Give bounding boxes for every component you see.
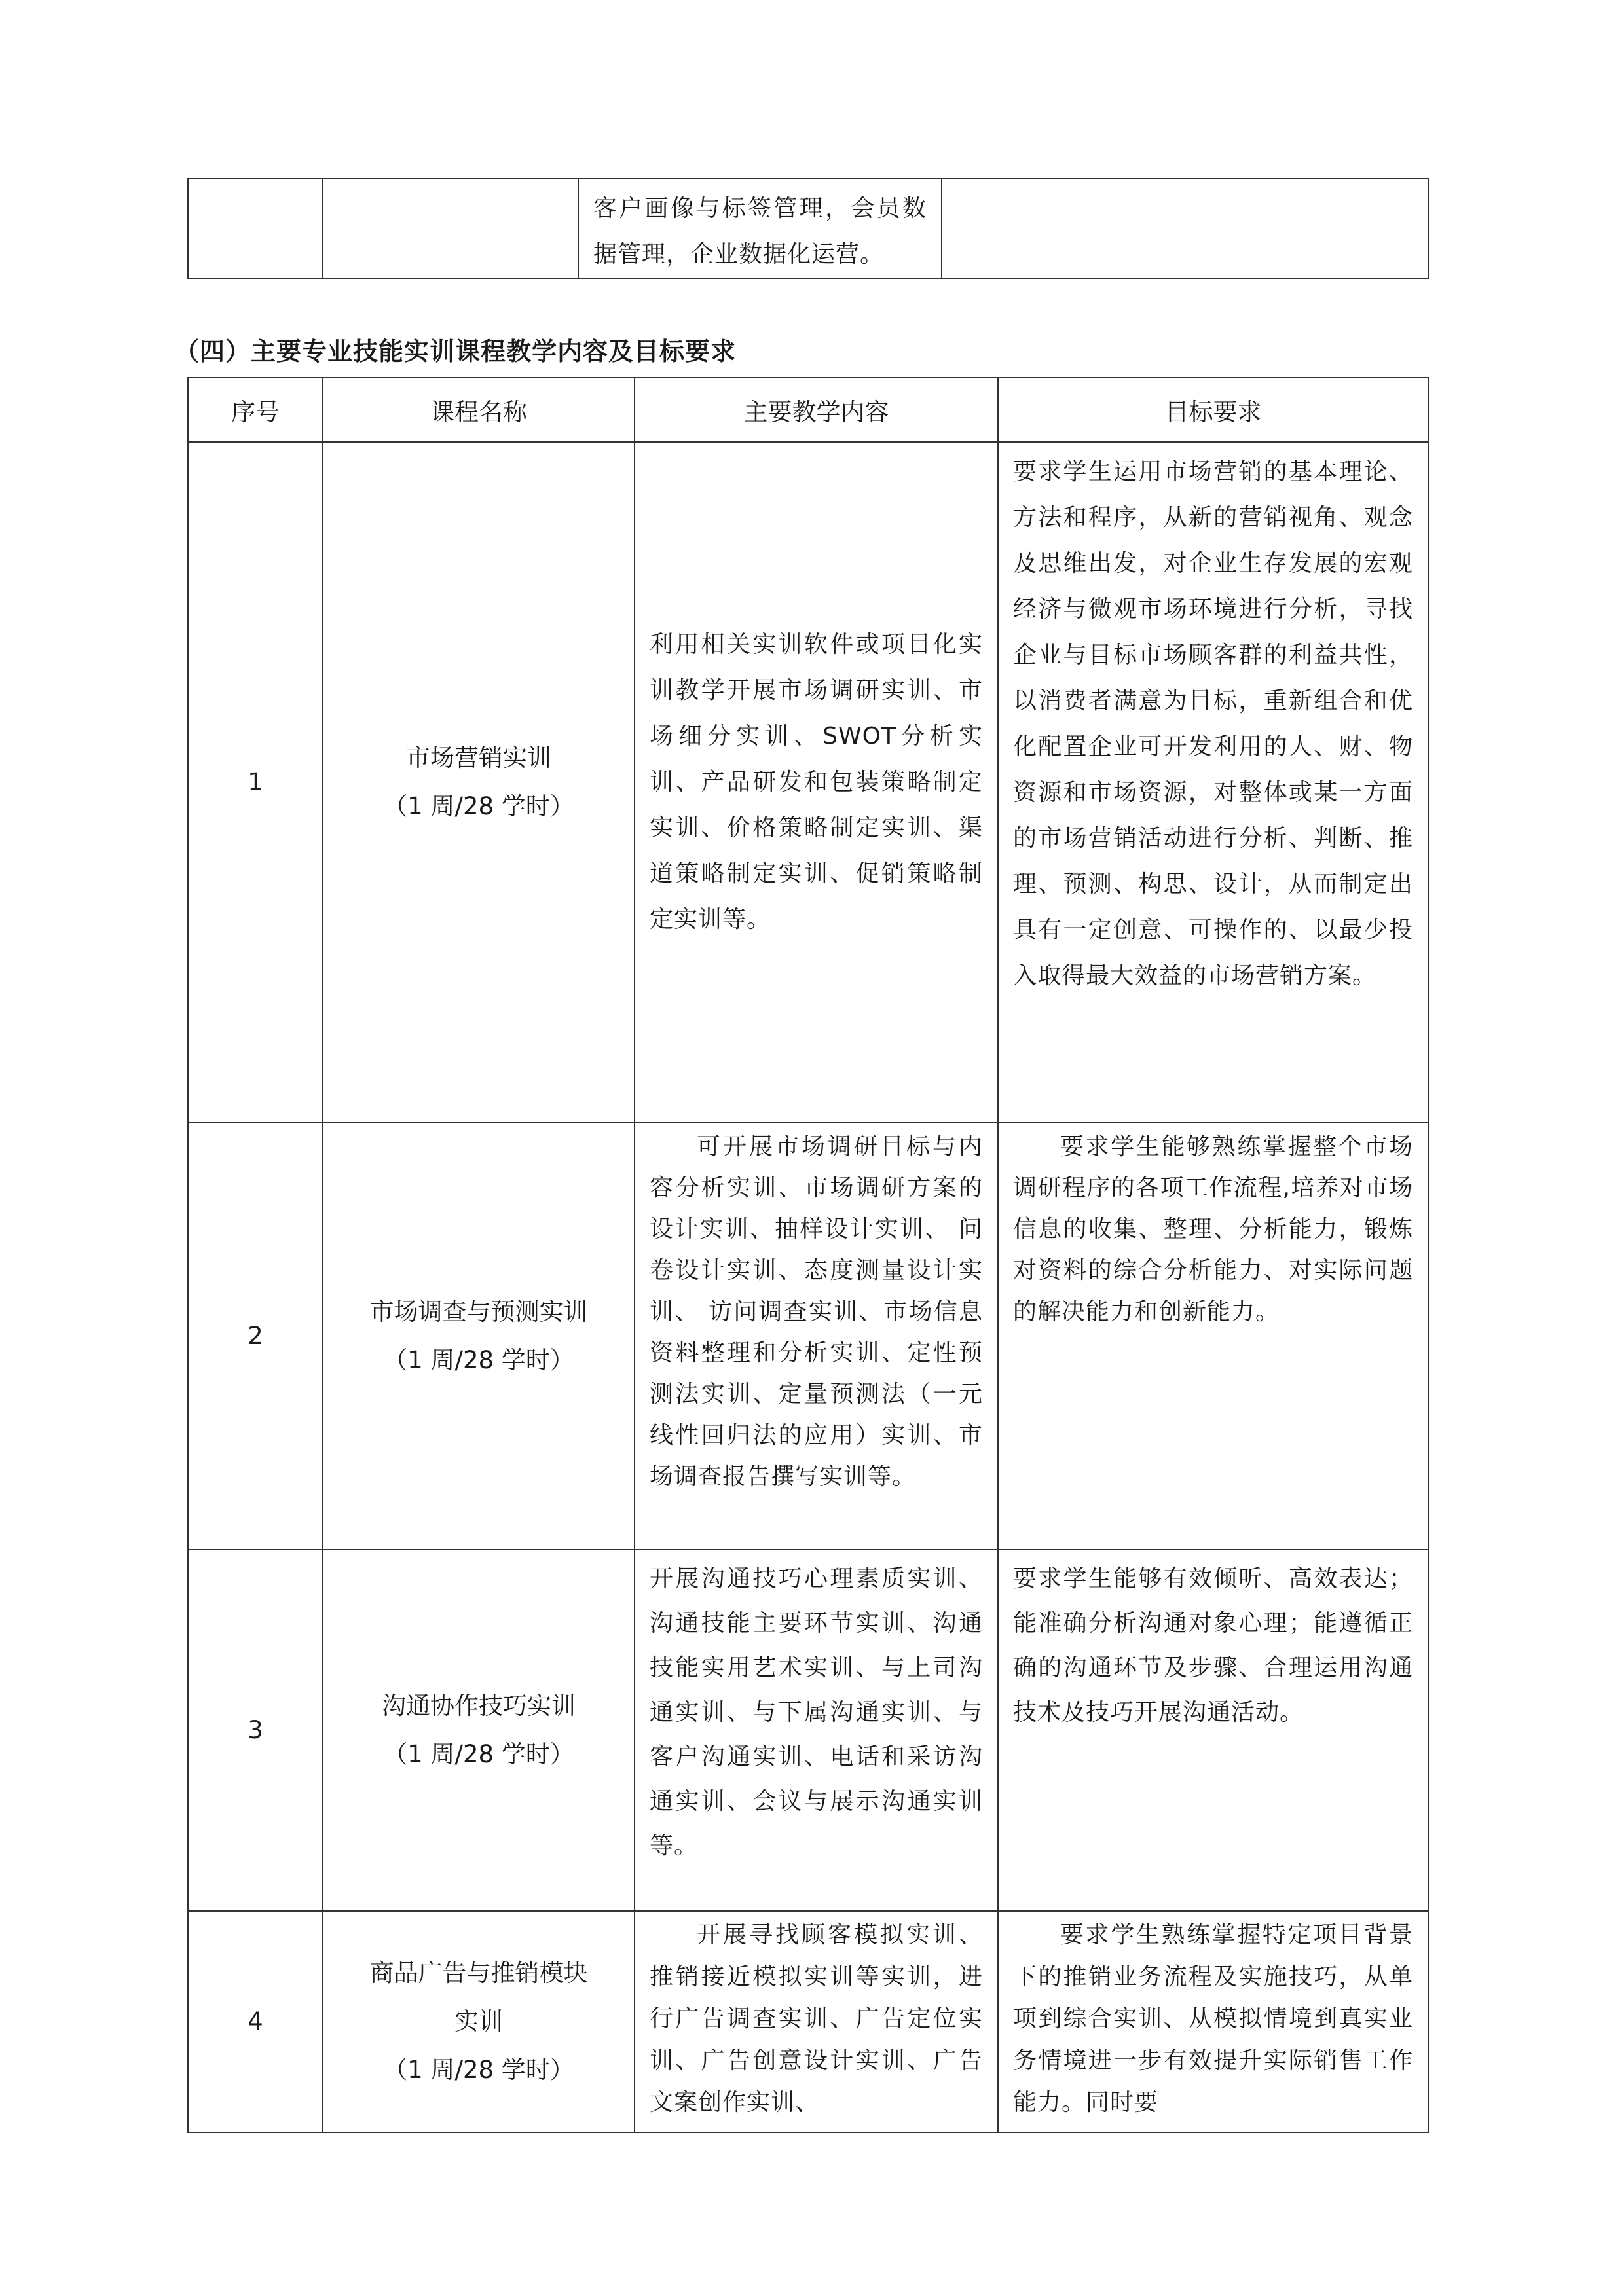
content-text: 利用相关实训软件或项目化实训教学开展市场调研实训、市场细分实训、SWOT分析实训、产品研发和包装策略制定实训、价格策略制定实训、渠道策略制定实训、促销策略制定实训等。	[650, 631, 983, 933]
cont-cell-name	[323, 179, 578, 278]
section-heading: （四）主要专业技能实训课程教学内容及目标要求	[174, 337, 737, 366]
row-no: 2	[188, 1123, 323, 1550]
row-content	[635, 442, 998, 1123]
table-row	[188, 1911, 1428, 2132]
row-no: 3	[188, 1550, 323, 1911]
course-hours: （1 周/28 学时）	[383, 792, 574, 820]
course-hours: （1 周/28 学时）	[383, 1740, 574, 1768]
row-course-name	[323, 442, 635, 1123]
cont-cell-content: 客户画像与标签管理，会员数据管理，企业数据化运营。	[578, 179, 942, 278]
row-course-name	[323, 1550, 635, 1911]
row-content: 开展寻找顾客模拟实训、推销接近模拟实训等实训，进行广告调查实训、广告定位实训、广告创意设计实训、广告文案创作实训、	[635, 1911, 998, 2132]
course-hours: （1 周/28 学时）	[383, 2056, 574, 2084]
row-goal: 要求学生能够有效倾听、高效表达；能准确分析沟通对象心理；能遵循正确的沟通环节及步骤、合理运用沟通技术及技巧开展沟通活动。	[998, 1550, 1428, 1911]
row-course-name	[323, 1911, 635, 2132]
row-goal: 要求学生熟练掌握特定项目背景下的推销业务流程及实施技巧，从单项到综合实训、从模拟情境到真实业务情境进一步有效提升实际销售工作能力。同时要	[998, 1911, 1428, 2132]
row-no: 1	[188, 442, 323, 1123]
header-content: 主要教学内容	[635, 378, 998, 442]
training-course-table	[187, 377, 1429, 2133]
table-row	[188, 1123, 1428, 1550]
cont-cell-no	[188, 179, 323, 278]
course-name: 市场营销实训	[406, 744, 551, 772]
course-name: 商品广告与推销模块实训	[369, 1959, 588, 2035]
row-goal: 要求学生运用市场营销的基本理论、方法和程序，从新的营销视角、观念及思维出发，对企业生存发展的宏观经济与微观市场环境进行分析，寻找企业与目标市场顾客群的利益共性，以消费者满意为目标，重新组合和优化配置企业可开发利用的人、财、物资源和市场资源，对整体或某一方面的市场营销活动进行分析、判断、推理、预测、构思、设计，从而制定出具有一定创意、可操作的、以最少投入取得最大效益的市场营销方案。	[998, 442, 1428, 1123]
table-row	[188, 1550, 1428, 1911]
course-name: 市场调查与预测实训	[369, 1298, 588, 1326]
course-name: 沟通协作技巧实训	[382, 1692, 576, 1720]
row-goal: 要求学生能够熟练掌握整个市场调研程序的各项工作流程,培养对市场信息的收集、整理、分析能力，锻炼对资料的综合分析能力、对实际问题的解决能力和创新能力。	[998, 1123, 1428, 1550]
header-no: 序号	[188, 378, 323, 442]
header-goal: 目标要求	[998, 378, 1428, 442]
row-content: 开展沟通技巧心理素质实训、沟通技能主要环节实训、沟通技能实用艺术实训、与上司沟通实训、与下属沟通实训、与客户沟通实训、电话和采访沟通实训、会议与展示沟通实训等。	[635, 1550, 998, 1911]
row-course-name	[323, 1123, 635, 1550]
cont-cell-goal	[942, 179, 1428, 278]
table-header-row	[188, 378, 1428, 442]
row-no: 4	[188, 1911, 323, 2132]
course-hours: （1 周/28 学时）	[383, 1346, 574, 1374]
table-row	[188, 442, 1428, 1123]
continued-table	[187, 178, 1429, 279]
header-course-name: 课程名称	[323, 378, 635, 442]
row-content: 可开展市场调研目标与内容分析实训、市场调研方案的设计实训、抽样设计实训、 问卷设计实训、态度测量设计实训、 访问调查实训、市场信息资料整理和分析实训、定性预测法实训、定量预测法（一元线性回归法的应用）实训、市场调查报告撰写实训等。	[635, 1123, 998, 1550]
